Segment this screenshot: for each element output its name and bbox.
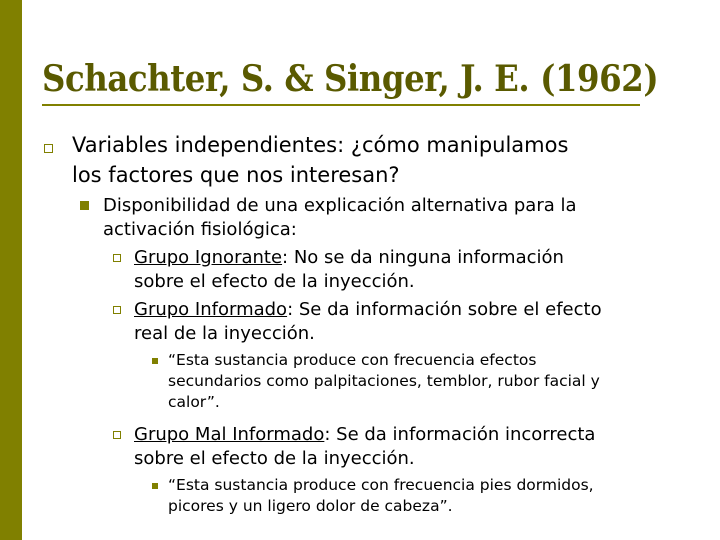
bullet-independent-variables-line2: los factores que nos interesan? — [72, 163, 400, 187]
quote-informado-line3: calor”. — [168, 393, 220, 411]
group-mal-informado-desc: : Se da información incorrecta — [324, 424, 596, 445]
bullet-independent-variables-line1: Variables independientes: ¿cómo manipulamos — [72, 133, 569, 157]
quote-mal-informado-line1: “Esta sustancia produce con frecuencia pies dormidos, — [168, 476, 594, 494]
group-informado-line2: real de la inyección. — [134, 323, 315, 344]
group-mal-informado-name: Grupo Mal Informado — [134, 424, 325, 445]
group-ignorante-desc: : No se da ninguna información — [282, 247, 564, 268]
group-ignorante-line2: sobre el efecto de la inyección. — [134, 271, 415, 292]
group-mal-informado-line2: sobre el efecto de la inyección. — [134, 448, 415, 469]
accent-sidebar — [0, 0, 22, 540]
small-square-bullet-icon — [152, 483, 158, 489]
group-mal-informado-line1 — [134, 423, 595, 447]
open-square-bullet-icon — [113, 431, 121, 439]
group-informado-name: Grupo Informado — [134, 299, 288, 320]
filled-square-bullet-icon — [80, 201, 89, 210]
group-informado-line1 — [134, 298, 602, 322]
group-informado-desc: : Se da información sobre el efecto — [287, 299, 602, 320]
quote-informado-line2: secundarios como palpitaciones, temblor, rubor facial y — [168, 372, 600, 390]
title-underline — [42, 104, 640, 106]
open-square-bullet-icon — [44, 144, 53, 153]
quote-informado-line1: “Esta sustancia produce con frecuencia efectos — [168, 351, 537, 369]
bullet-alternative-explanation-line2: activación fisiológica: — [103, 219, 297, 240]
bullet-alternative-explanation-line1: Disponibilidad de una explicación alternativa para la — [103, 195, 577, 216]
small-square-bullet-icon — [152, 358, 158, 364]
slide-title: Schachter, S. & Singer, J. E. (1962) — [42, 58, 659, 100]
open-square-bullet-icon — [113, 306, 121, 314]
group-ignorante-line1 — [134, 246, 564, 270]
quote-mal-informado-line2: picores y un ligero dolor de cabeza”. — [168, 497, 453, 515]
group-ignorante-name: Grupo Ignorante — [134, 247, 283, 268]
open-square-bullet-icon — [113, 254, 121, 262]
